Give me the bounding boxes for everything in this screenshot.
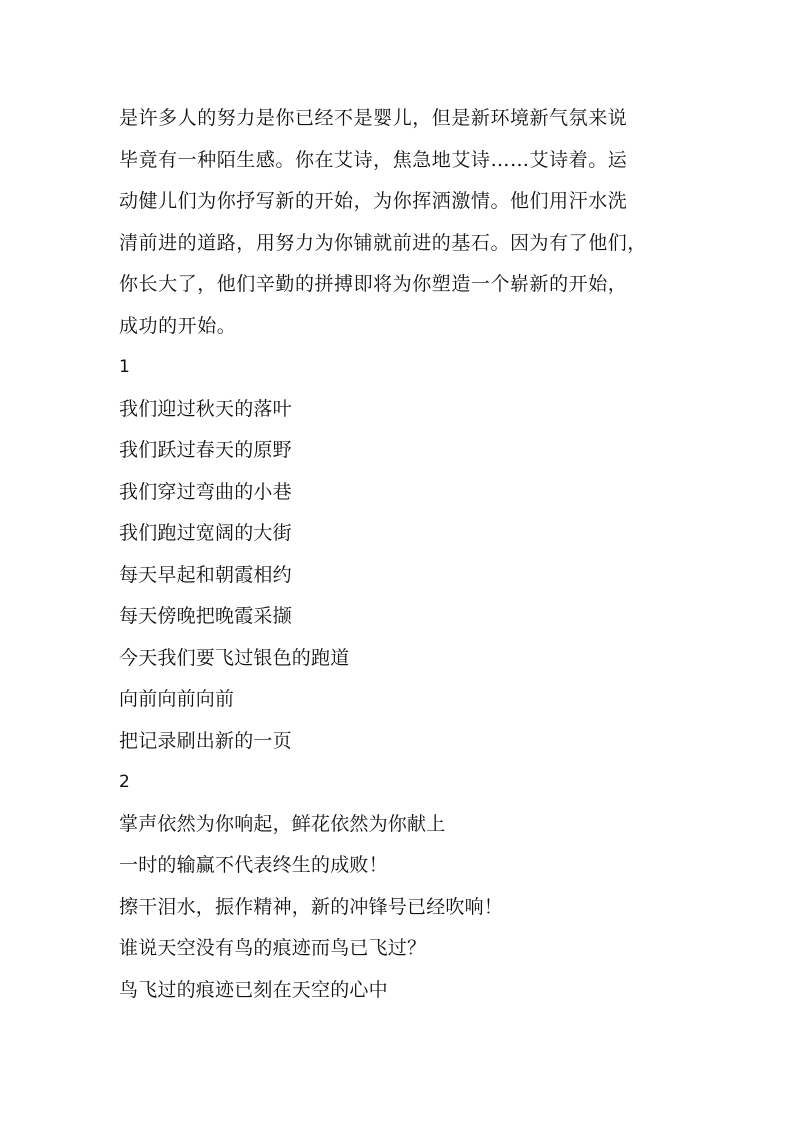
poem-line: 我们穿过弯曲的小巷 — [119, 480, 292, 503]
intro-line: 成功的开始。 — [119, 314, 237, 337]
poem-line: 每天傍晚把晚霞采撷 — [119, 605, 292, 627]
poem-line: 我们迎过秋天的落叶 — [119, 397, 292, 420]
poem-line: 每天早起和朝霞相约 — [119, 563, 292, 586]
poem-line: 鸟飞过的痕迹已刻在天空的心中 — [119, 978, 388, 1001]
intro-line: 是许多人的努力是你已经不是婴儿，但是新环境新气氛来说 — [119, 107, 628, 129]
poem-number: 2 — [119, 772, 131, 792]
poem-line: 把记录刷出新的一页 — [119, 729, 292, 752]
poem-line: 我们跃过春天的原野 — [119, 439, 292, 461]
poem-line: 今天我们要飞过银色的跑道 — [119, 646, 350, 669]
poem-line: 一时的输赢不代表终生的成败！ — [119, 854, 388, 876]
poem-number: 1 — [119, 357, 131, 377]
poem-line: 向前向前向前 — [119, 688, 235, 710]
poem-line: 擦干泪水，振作精神，新的冲锋号已经吹响！ — [119, 895, 504, 918]
intro-line: 动健儿们为你抒写新的开始，为你挥洒激情。他们用汗水洗 — [119, 190, 628, 212]
intro-line: 你长大了，他们辛勤的拼搏即将为你塑造一个崭新的开始， — [119, 273, 628, 295]
poem-line: 我们跑过宽阔的大街 — [119, 522, 292, 544]
intro-line: 毕竟有一种陌生感。你在艾诗，焦急地艾诗……艾诗着。运 — [119, 148, 628, 171]
intro-line: 清前进的道路，用努力为你铺就前进的基石。因为有了他们， — [119, 231, 647, 254]
poem-line: 掌声依然为你响起，鲜花依然为你献上 — [119, 812, 446, 835]
poem-line: 谁说天空没有鸟的痕迹而鸟已飞过？ — [119, 937, 427, 959]
document-text — [119, 98, 699, 1011]
